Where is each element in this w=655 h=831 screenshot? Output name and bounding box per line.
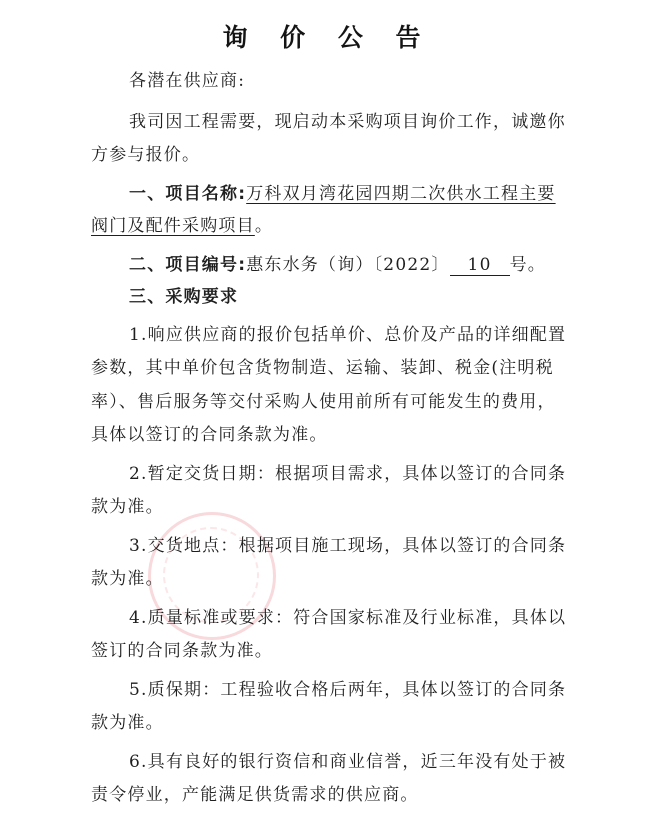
item-4-line-2: 签订的合同条款为准。 xyxy=(91,641,273,661)
item-5-line-2: 款为准。 xyxy=(91,713,164,733)
item-5-line-1: 5.质保期：工程验收合格后两年，具体以签订的合同条 xyxy=(129,680,567,700)
item-1-line-1: 1.响应供应商的报价包括单价、总价及产品的详细配置 xyxy=(129,325,567,345)
item-3-line-1: 3.交货地点：根据项目施工现场，具体以签订的合同条 xyxy=(129,536,567,556)
requirements-heading: 三、采购要求 xyxy=(129,287,239,307)
intro-line-2: 方参与报价。 xyxy=(91,145,201,165)
item-1-line-2: 参数，其中单价包含货物制造、运输、装卸、税金(注明税 xyxy=(91,358,554,378)
item-4-line-1: 4.质量标准或要求：符合国家标准及行业标准，具体以 xyxy=(129,608,567,628)
salutation: 各潜在供应商: xyxy=(129,71,246,91)
item-2-line-2: 款为准。 xyxy=(91,497,164,517)
item-3-line-2: 款为准。 xyxy=(91,569,164,589)
project-number-prefix: 惠东水务（询）〔2022〕 xyxy=(246,255,450,275)
project-name-end: 。 xyxy=(254,216,274,236)
item-2-line-1: 2.暂定交货日期：根据项目需求，具体以签订的合同条 xyxy=(129,464,567,484)
project-number-value: 10 xyxy=(450,255,510,276)
project-name-line-1 xyxy=(129,182,556,206)
project-number-line xyxy=(129,253,546,277)
project-name-value-part-2: 阀门及配件采购项目 xyxy=(91,216,255,236)
project-name-value-part-1: 万科双月湾花园四期二次供水工程主要 xyxy=(246,184,556,204)
project-number-suffix: 号。 xyxy=(509,255,546,275)
item-6-line-1: 6.具有良好的银行资信和商业信誉，近三年没有处于被 xyxy=(129,752,567,772)
page-title: 询 价 公 告 xyxy=(222,23,433,52)
project-number-label: 二、项目编号: xyxy=(129,255,247,275)
project-name-line-2 xyxy=(91,214,273,238)
intro-line-1: 我司因工程需要，现启动本采购项目询价工作，诚邀你 xyxy=(129,112,566,132)
project-name-label: 一、项目名称: xyxy=(129,184,247,204)
item-1-line-3: 率）、售后服务等交付采购人使用前所有可能发生的费用， xyxy=(91,392,556,412)
item-6-line-2: 责令停业，产能满足供货需求的供应商。 xyxy=(91,785,419,805)
item-1-line-4: 具体以签订的合同条款为准。 xyxy=(91,425,328,445)
